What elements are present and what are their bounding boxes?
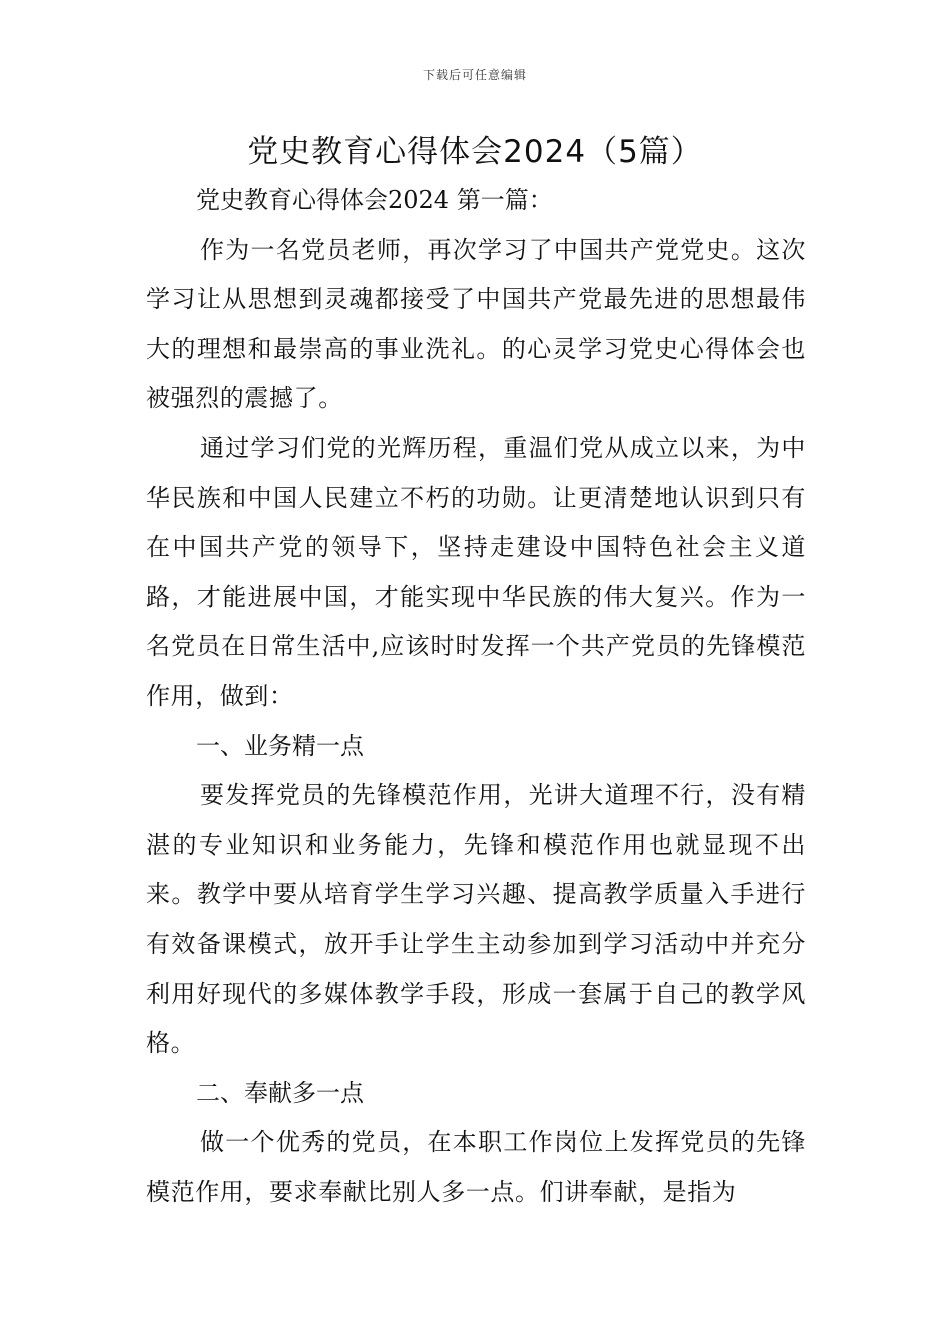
paragraph-3: 要发挥党员的先锋模范作用，光讲大道理不行，没有精湛的专业知识和业务能力，先锋和模范作用也就显现不出来。教学中要从培育学生学习兴趣、提高教学质量入手进行有效备课模式，放开手让学生主动参加到学习活动中并充分利用好现代的多媒体教学手段，形成一套属于自己的教学风格。 xyxy=(146,781,806,1058)
paragraph-1: 作为一名党员老师，再次学习了中国共产党党史。这次学习让从思想到灵魂都接受了中国共产党最先进的思想最伟大的理想和最崇高的事业洗礼。的心灵学习党史心得体会也被强烈的震撼了。 xyxy=(146,235,806,413)
section-heading-2: 二、奉献多一点 xyxy=(196,1078,364,1107)
section-heading-1: 一、业务精一点 xyxy=(196,731,364,760)
page-header-note: 下载后可任意编辑 xyxy=(422,68,527,82)
document-title: 党史教育心得体会2024（5篇） xyxy=(247,134,703,170)
document-body xyxy=(146,176,806,1217)
part-heading: 党史教育心得体会2024 第一篇： xyxy=(196,186,553,214)
paragraph-2: 通过学习们党的光辉历程，重温们党从成立以来，为中华民族和中国人民建立不朽的功勋。让更清楚地认识到只有在中国共产党的领导下，坚持走建设中国特色社会主义道路，才能进展中国，才能实现中华民族的伟大复兴。作为一名党员在日常生活中,应该时时发挥一个共产党员的先锋模范作用，做到： xyxy=(146,433,806,710)
paragraph-4: 做一个优秀的党员，在本职工作岗位上发挥党员的先锋模范作用，要求奉献比别人多一点。们讲奉献，是指为 xyxy=(146,1128,806,1206)
